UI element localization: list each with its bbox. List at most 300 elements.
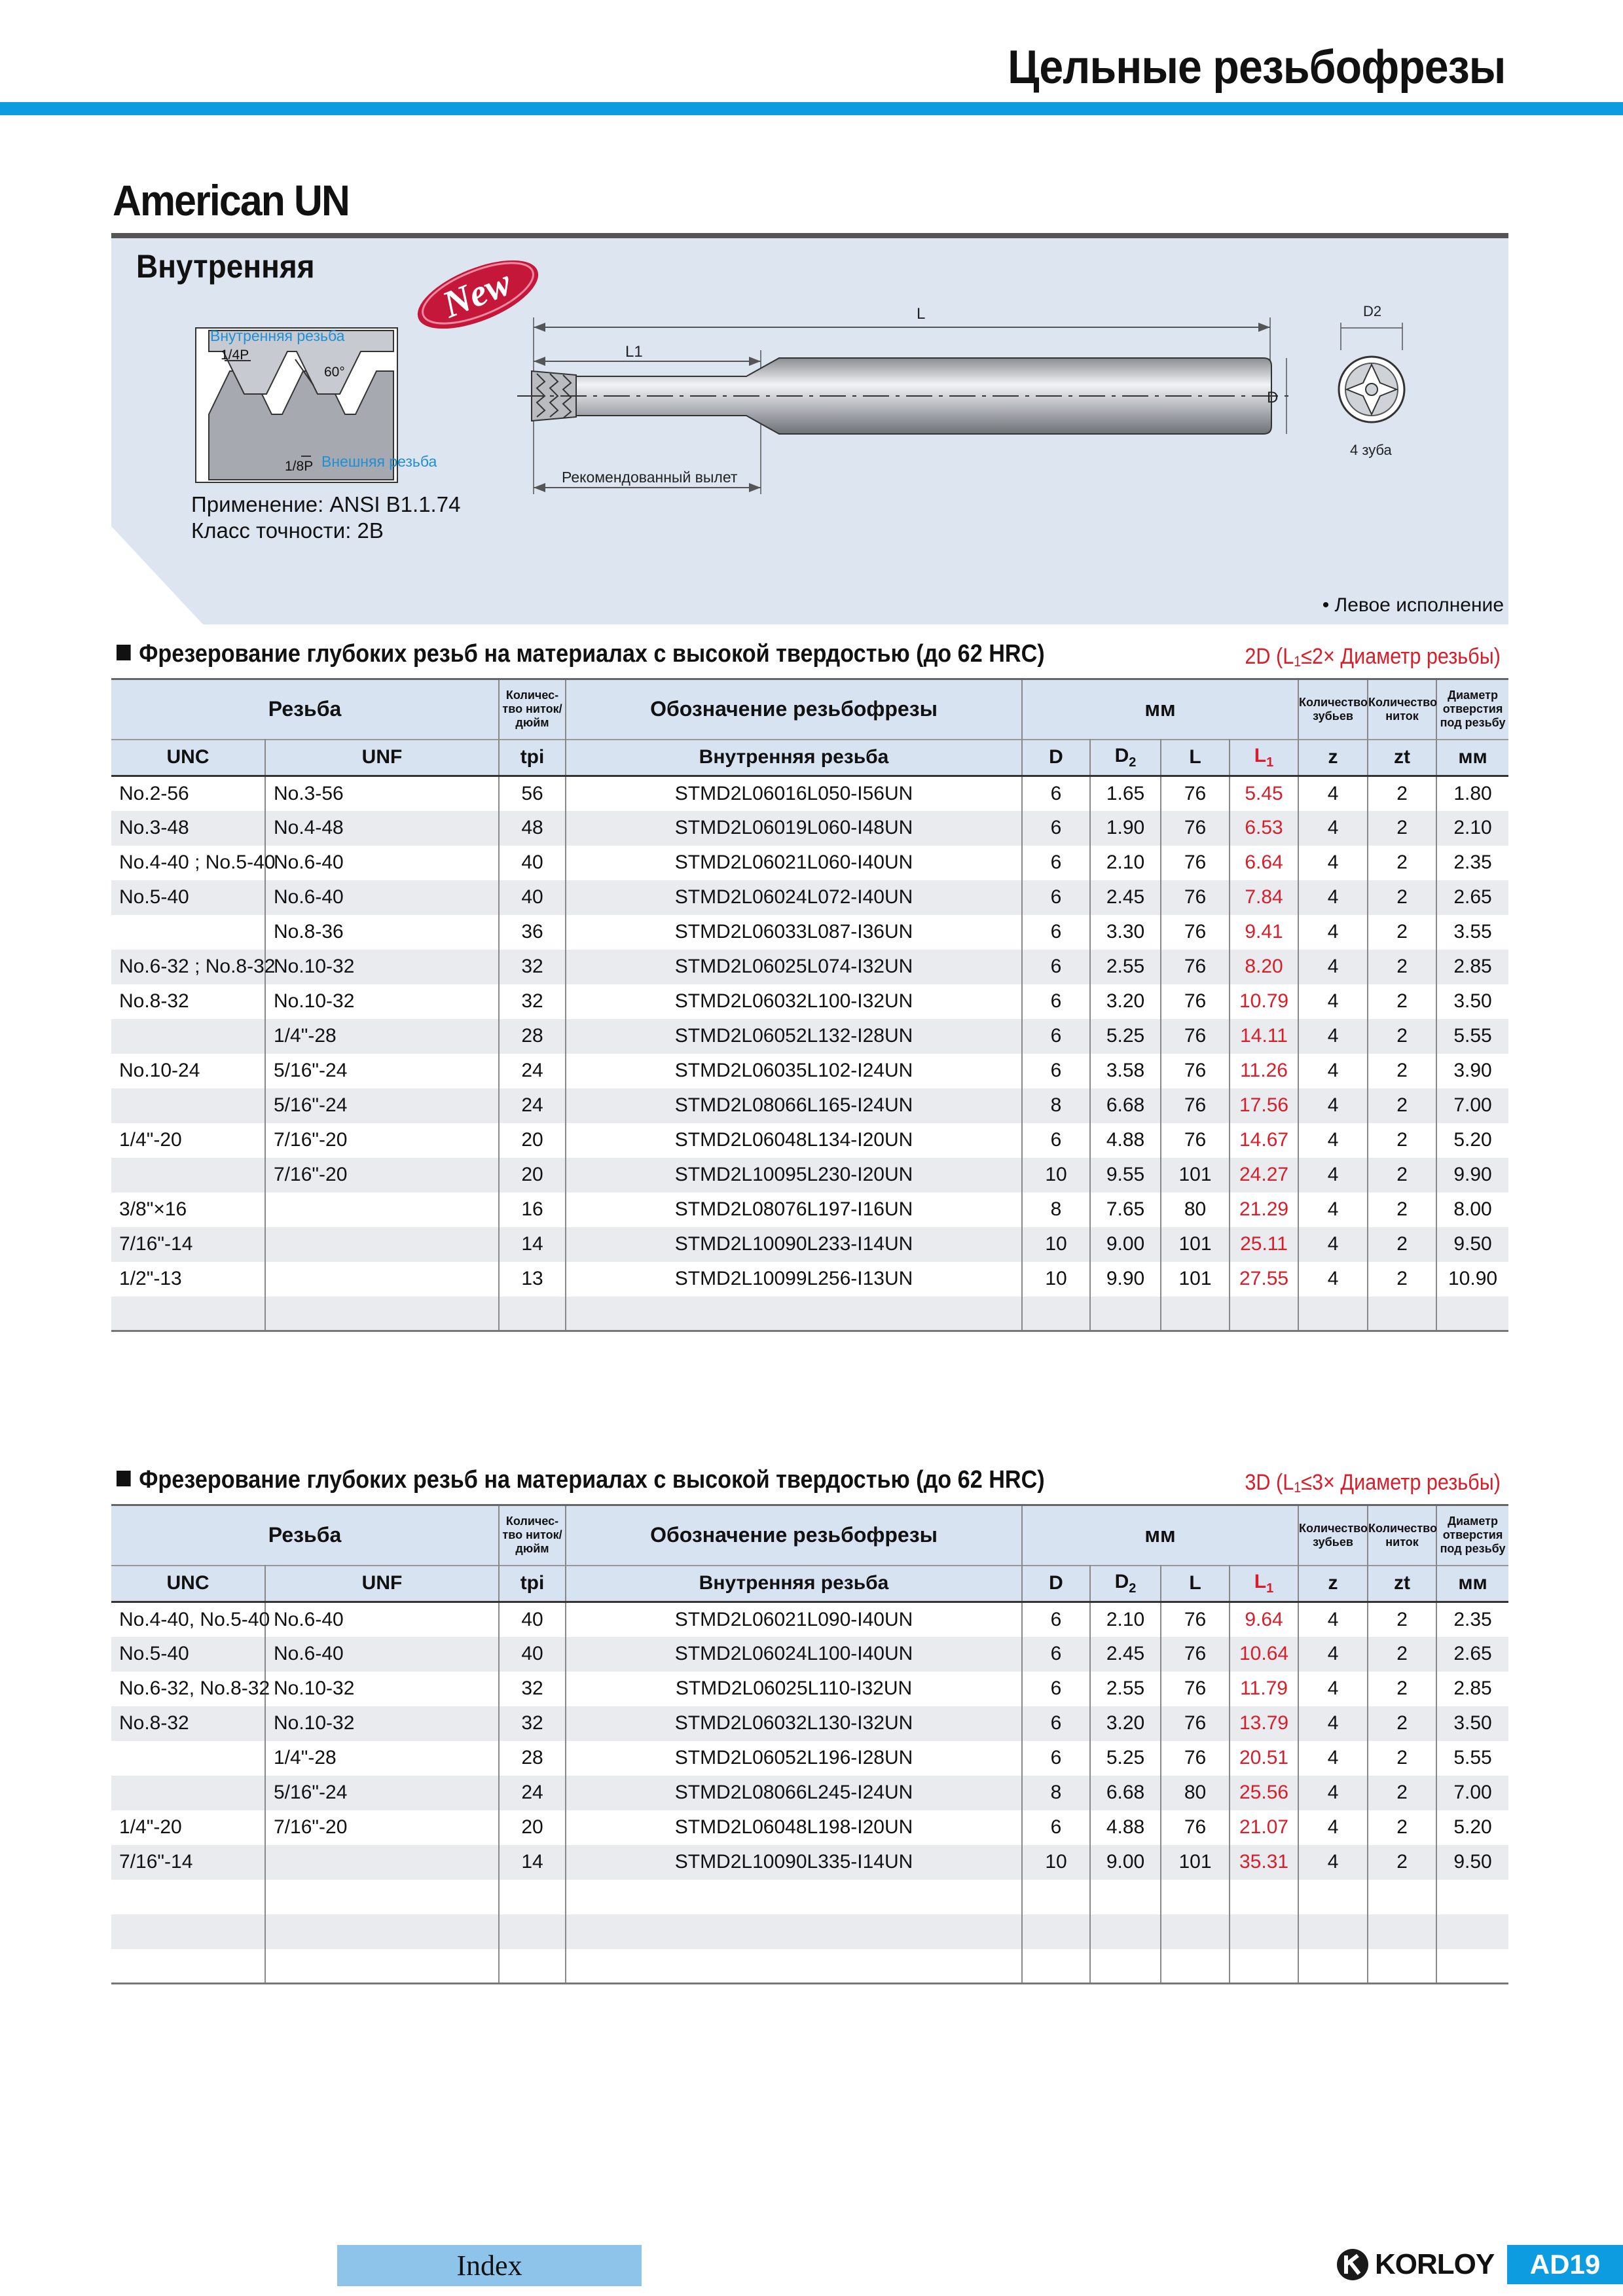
cell-tpi: 14 [499, 1227, 566, 1262]
thread-profile-diagram [193, 325, 437, 486]
cell-d2: 2.10 [1090, 846, 1161, 880]
cell-designation: STMD2L06025L074-I32UN [566, 950, 1022, 984]
cell-unf [265, 1227, 499, 1262]
cell-designation: STMD2L06035L102-I24UN [566, 1054, 1022, 1088]
cell-zt: 2 [1368, 1776, 1436, 1810]
cell-d2: 7.65 [1090, 1193, 1161, 1227]
cell-unc: No.3-48 [111, 811, 265, 846]
cell-unc: No.4-40 ; No.5-40 [111, 846, 265, 880]
cell-designation [566, 1297, 1022, 1331]
cell-zt [1368, 1949, 1436, 1984]
cell-hole-diameter: 10.90 [1436, 1262, 1508, 1297]
th-d2-sub: 2 [1129, 1581, 1137, 1596]
cell-z: 4 [1298, 776, 1368, 811]
cell-l1: 21.29 [1230, 1193, 1298, 1227]
new-badge-text: New [436, 260, 517, 327]
cell-zt: 2 [1368, 1637, 1436, 1672]
dim-d: D [1267, 389, 1279, 406]
cell-d2: 5.25 [1090, 1019, 1161, 1054]
cell-zt: 2 [1368, 1227, 1436, 1262]
cell-d2 [1090, 1914, 1161, 1949]
cell-designation: STMD2L06025L110-I32UN [566, 1672, 1022, 1706]
cell-hole-diameter: 3.55 [1436, 915, 1508, 950]
cell-zt: 2 [1368, 846, 1436, 880]
th-l1-text: L [1254, 1570, 1267, 1592]
cell-unc: 7/16"-14 [111, 1845, 265, 1880]
cell-hole-diameter [1436, 1297, 1508, 1331]
cell-d2: 2.55 [1090, 1672, 1161, 1706]
cell-unf: No.6-40 [265, 1637, 499, 1672]
cell-l: 76 [1161, 1602, 1230, 1637]
cell-unf: No.4-48 [265, 811, 499, 846]
cell-l1: 11.79 [1230, 1672, 1298, 1706]
cell-tpi: 24 [499, 1054, 566, 1088]
table-3d-body [111, 1602, 1508, 1984]
table-row [111, 811, 1508, 846]
cell-unf: 1/4"-28 [265, 1019, 499, 1054]
cell-d2: 4.88 [1090, 1810, 1161, 1845]
cell-tpi: 48 [499, 811, 566, 846]
table-row [111, 846, 1508, 880]
cell-designation: STMD2L06024L072-I40UN [566, 880, 1022, 915]
eighth-pitch-label: 1/8P [285, 459, 314, 474]
cell-d: 6 [1022, 1602, 1090, 1637]
cell-unc: 1/4"-20 [111, 1810, 265, 1845]
th-thread-count: Количество ниток [1368, 679, 1436, 740]
cell-tpi: 40 [499, 846, 566, 880]
cell-designation: STMD2L06021L060-I40UN [566, 846, 1022, 880]
th-l: L [1161, 1566, 1230, 1602]
cell-l1: 9.41 [1230, 915, 1298, 950]
cell-unc [111, 1880, 265, 1914]
spec-table-3d [111, 1504, 1508, 1984]
spec-table-2d [111, 678, 1508, 1332]
table-row [111, 915, 1508, 950]
th-l1 [1230, 1566, 1298, 1602]
cell-z: 4 [1298, 846, 1368, 880]
cell-tpi: 16 [499, 1193, 566, 1227]
cell-l: 76 [1161, 1741, 1230, 1776]
cell-unf [265, 1262, 499, 1297]
cell-z: 4 [1298, 950, 1368, 984]
th-thread: Резьба [111, 679, 499, 740]
table-3d-note-sub: 1 [1294, 1479, 1302, 1496]
page-number: AD19 [1507, 2245, 1623, 2284]
cell-l: 76 [1161, 915, 1230, 950]
th-l1 [1230, 740, 1298, 776]
cell-hole-diameter: 1.80 [1436, 776, 1508, 811]
cell-unf: No.10-32 [265, 1672, 499, 1706]
cell-unf: No.6-40 [265, 846, 499, 880]
cell-z: 4 [1298, 1776, 1368, 1810]
cell-zt: 2 [1368, 1845, 1436, 1880]
cell-d: 6 [1022, 776, 1090, 811]
cell-d: 6 [1022, 846, 1090, 880]
th-thread-count: Количество ниток [1368, 1505, 1436, 1566]
cell-l1 [1230, 1949, 1298, 1984]
table-row [111, 1845, 1508, 1880]
dim-l1: L1 [625, 343, 643, 361]
cell-d2: 3.58 [1090, 1054, 1161, 1088]
table-3d-heading [117, 1466, 1045, 1494]
cell-l: 76 [1161, 776, 1230, 811]
cell-l1: 6.64 [1230, 846, 1298, 880]
cell-l: 80 [1161, 1776, 1230, 1810]
table-row [111, 1949, 1508, 1984]
cell-l: 76 [1161, 1019, 1230, 1054]
th-hole-diameter: Диаметр отверстия под резьбу [1436, 1505, 1508, 1566]
cell-hole-diameter: 7.00 [1436, 1088, 1508, 1123]
th-internal: Внутренняя резьба [566, 1566, 1022, 1602]
cell-d: 8 [1022, 1088, 1090, 1123]
cell-hole-diameter: 9.50 [1436, 1845, 1508, 1880]
th-teeth-count: Количество зубьев [1298, 679, 1368, 740]
cell-z: 4 [1298, 880, 1368, 915]
korloy-logo-icon [1336, 2248, 1370, 2282]
cell-tpi: 28 [499, 1019, 566, 1054]
cell-zt: 2 [1368, 880, 1436, 915]
cell-hole-diameter: 2.65 [1436, 1637, 1508, 1672]
cell-l: 76 [1161, 1054, 1230, 1088]
cell-unf [265, 1297, 499, 1331]
cell-hole-diameter: 8.00 [1436, 1193, 1508, 1227]
table-row [111, 1880, 1508, 1914]
cell-z: 4 [1298, 1741, 1368, 1776]
cell-l1: 25.11 [1230, 1227, 1298, 1262]
table-3d-note [1245, 1470, 1501, 1496]
table-row [111, 1637, 1508, 1672]
table-row [111, 1706, 1508, 1741]
cell-l1: 14.67 [1230, 1123, 1298, 1158]
cell-hole-diameter [1436, 1914, 1508, 1949]
cell-d: 6 [1022, 1637, 1090, 1672]
table-row [111, 1297, 1508, 1331]
cell-z: 4 [1298, 1845, 1368, 1880]
cell-z: 4 [1298, 1602, 1368, 1637]
cell-z [1298, 1880, 1368, 1914]
cell-l: 76 [1161, 1810, 1230, 1845]
info-subtitle: Внутренняя [136, 248, 315, 285]
th-designation: Обозначение резьбофрезы [566, 1505, 1022, 1566]
header-bar [0, 102, 1623, 115]
cell-d: 6 [1022, 1741, 1090, 1776]
cell-d: 6 [1022, 1054, 1090, 1088]
cell-designation: STMD2L06052L132-I28UN [566, 1019, 1022, 1054]
cell-d: 10 [1022, 1227, 1090, 1262]
cell-d: 6 [1022, 1019, 1090, 1054]
table-row [111, 1088, 1508, 1123]
cell-z: 4 [1298, 1810, 1368, 1845]
cell-d2: 6.68 [1090, 1776, 1161, 1810]
cell-d2: 3.20 [1090, 1706, 1161, 1741]
cell-d2: 2.45 [1090, 880, 1161, 915]
cell-d: 6 [1022, 950, 1090, 984]
cell-z: 4 [1298, 1123, 1368, 1158]
accuracy-class: Класс точности: 2B [191, 518, 384, 543]
cell-zt: 2 [1368, 1262, 1436, 1297]
cell-unf: No.10-32 [265, 950, 499, 984]
cell-designation: STMD2L06024L100-I40UN [566, 1637, 1022, 1672]
th-tpi-count: Количес-тво ниток/ дюйм [499, 679, 566, 740]
th-zt: zt [1368, 740, 1436, 776]
th-zt: zt [1368, 1566, 1436, 1602]
th-thread: Резьба [111, 1505, 499, 1566]
cell-hole-diameter: 3.90 [1436, 1054, 1508, 1088]
cell-designation: STMD2L06019L060-I48UN [566, 811, 1022, 846]
cell-d2: 9.00 [1090, 1845, 1161, 1880]
th-z: z [1298, 740, 1368, 776]
cell-designation: STMD2L10099L256-I13UN [566, 1262, 1022, 1297]
cell-designation: STMD2L10090L335-I14UN [566, 1845, 1022, 1880]
internal-thread-label: Внутренняя резьба [210, 327, 345, 344]
table-row [111, 1019, 1508, 1054]
table-2d-note-sub: 1 [1294, 653, 1302, 670]
cell-unf: No.3-56 [265, 776, 499, 811]
cell-designation: STMD2L08076L197-I16UN [566, 1193, 1022, 1227]
cell-unf: 1/4"-28 [265, 1741, 499, 1776]
cell-l1: 24.27 [1230, 1158, 1298, 1193]
cell-l: 101 [1161, 1262, 1230, 1297]
cell-designation: STMD2L06032L130-I32UN [566, 1706, 1022, 1741]
table-row [111, 1158, 1508, 1193]
cell-hole-diameter: 3.50 [1436, 984, 1508, 1019]
cell-tpi: 56 [499, 776, 566, 811]
th-unc: UNC [111, 1566, 265, 1602]
cell-unc: 7/16"-14 [111, 1227, 265, 1262]
quarter-pitch-label: 1/4P [221, 348, 249, 363]
th-d2 [1090, 740, 1161, 776]
cell-l1: 6.53 [1230, 811, 1298, 846]
cell-l1 [1230, 1914, 1298, 1949]
cell-tpi [499, 1949, 566, 1984]
cell-unc [111, 1297, 265, 1331]
cell-hole-diameter: 7.00 [1436, 1776, 1508, 1810]
cell-unf: 5/16"-24 [265, 1054, 499, 1088]
cell-d: 10 [1022, 1845, 1090, 1880]
cell-zt [1368, 1880, 1436, 1914]
cell-z [1298, 1914, 1368, 1949]
cell-unf: No.6-40 [265, 1602, 499, 1637]
cell-unf: 7/16"-20 [265, 1810, 499, 1845]
th-l: L [1161, 740, 1230, 776]
cell-l1: 14.11 [1230, 1019, 1298, 1054]
cell-unf: No.8-36 [265, 915, 499, 950]
section-title: American UN [113, 176, 350, 224]
cell-unc: No.10-24 [111, 1054, 265, 1088]
cell-z: 4 [1298, 1054, 1368, 1088]
table-row [111, 776, 1508, 811]
th-l1-text: L [1254, 744, 1267, 766]
th-unf: UNF [265, 1566, 499, 1602]
square-bullet-icon [117, 645, 131, 660]
cell-unf: No.10-32 [265, 1706, 499, 1741]
cell-l [1161, 1914, 1230, 1949]
cell-tpi [499, 1297, 566, 1331]
cell-unc: No.4-40, No.5-40 [111, 1602, 265, 1637]
cell-designation: STMD2L06033L087-I36UN [566, 915, 1022, 950]
cell-designation: STMD2L06048L198-I20UN [566, 1810, 1022, 1845]
th-d: D [1022, 740, 1090, 776]
tool-drawing [517, 298, 1303, 507]
cell-designation: STMD2L06021L090-I40UN [566, 1602, 1022, 1637]
cell-zt: 2 [1368, 811, 1436, 846]
cell-l1: 7.84 [1230, 880, 1298, 915]
brand-logo [1336, 2245, 1494, 2284]
cell-zt: 2 [1368, 984, 1436, 1019]
cell-unc: No.8-32 [111, 1706, 265, 1741]
cell-d [1022, 1297, 1090, 1331]
cell-d [1022, 1880, 1090, 1914]
overhang-label: Рекомендованный вылет [562, 469, 738, 486]
cell-unf [265, 1193, 499, 1227]
th-l1-sub: 1 [1266, 755, 1274, 770]
cell-zt: 2 [1368, 915, 1436, 950]
cell-tpi: 36 [499, 915, 566, 950]
cell-z: 4 [1298, 1158, 1368, 1193]
cell-l1: 17.56 [1230, 1088, 1298, 1123]
cell-l: 101 [1161, 1158, 1230, 1193]
cell-l: 76 [1161, 984, 1230, 1019]
table-3d-note-prefix: 3D (L [1245, 1470, 1294, 1495]
dim-l: L [917, 305, 926, 323]
cell-l1: 25.56 [1230, 1776, 1298, 1810]
cell-hole-diameter: 5.55 [1436, 1741, 1508, 1776]
cell-l1: 27.55 [1230, 1262, 1298, 1297]
cell-l: 76 [1161, 1088, 1230, 1123]
cell-unc: 1/2"-13 [111, 1262, 265, 1297]
cell-z: 4 [1298, 1672, 1368, 1706]
cell-designation: STMD2L08066L165-I24UN [566, 1088, 1022, 1123]
table-2d-note [1245, 644, 1501, 670]
cell-l [1161, 1880, 1230, 1914]
th-mm: мм [1022, 1505, 1298, 1566]
th-hole-diameter: Диаметр отверстия под резьбу [1436, 679, 1508, 740]
cell-d2: 3.20 [1090, 984, 1161, 1019]
cell-l1: 8.20 [1230, 950, 1298, 984]
cell-tpi [499, 1880, 566, 1914]
cell-d2: 2.10 [1090, 1602, 1161, 1637]
cell-d [1022, 1914, 1090, 1949]
cell-tpi: 13 [499, 1262, 566, 1297]
table-2d-note-prefix: 2D (L [1245, 644, 1294, 669]
th-d2-text: D [1114, 1570, 1129, 1592]
cell-zt [1368, 1297, 1436, 1331]
cell-zt: 2 [1368, 1672, 1436, 1706]
cell-tpi: 40 [499, 1602, 566, 1637]
cell-tpi: 32 [499, 1706, 566, 1741]
th-mm2: мм [1436, 740, 1508, 776]
cell-d: 6 [1022, 1706, 1090, 1741]
cell-tpi: 20 [499, 1810, 566, 1845]
cell-unc: 1/4"-20 [111, 1123, 265, 1158]
cell-tpi: 32 [499, 950, 566, 984]
cell-tpi: 28 [499, 1741, 566, 1776]
cell-unf: No.10-32 [265, 984, 499, 1019]
cell-d2: 6.68 [1090, 1088, 1161, 1123]
cell-d2: 1.65 [1090, 776, 1161, 811]
table-row [111, 984, 1508, 1019]
cell-l: 76 [1161, 846, 1230, 880]
cell-d2: 9.00 [1090, 1227, 1161, 1262]
application-standard: Применение: ANSI B1.1.74 [191, 492, 461, 516]
cell-unc [111, 1741, 265, 1776]
cell-z: 4 [1298, 915, 1368, 950]
cell-hole-diameter: 2.85 [1436, 950, 1508, 984]
cell-unc: No.5-40 [111, 1637, 265, 1672]
teeth-label: 4 зуба [1350, 442, 1392, 458]
cell-hole-diameter: 5.20 [1436, 1123, 1508, 1158]
cell-designation: STMD2L06032L100-I32UN [566, 984, 1022, 1019]
cell-l [1161, 1297, 1230, 1331]
cell-l: 76 [1161, 1637, 1230, 1672]
cell-zt: 2 [1368, 1158, 1436, 1193]
cell-designation: STMD2L06052L196-I28UN [566, 1741, 1022, 1776]
index-link[interactable]: Index [337, 2245, 642, 2286]
table-row [111, 1672, 1508, 1706]
cell-d: 10 [1022, 1262, 1090, 1297]
cell-l1: 10.64 [1230, 1637, 1298, 1672]
cell-zt: 2 [1368, 1193, 1436, 1227]
left-hand-note: • Левое исполнение [1322, 594, 1504, 616]
cell-d: 8 [1022, 1193, 1090, 1227]
cell-d: 6 [1022, 811, 1090, 846]
cell-unf: 7/16"-20 [265, 1123, 499, 1158]
cell-l: 101 [1161, 1227, 1230, 1262]
th-teeth-count: Количество зубьев [1298, 1505, 1368, 1566]
cell-hole-diameter: 2.35 [1436, 1602, 1508, 1637]
cell-unc: No.5-40 [111, 880, 265, 915]
page-title: Цельные резьбофрезы [1007, 41, 1505, 94]
cell-zt: 2 [1368, 1602, 1436, 1637]
cell-designation: STMD2L06016L050-I56UN [566, 776, 1022, 811]
th-designation: Обозначение резьбофрезы [566, 679, 1022, 740]
cell-unc [111, 1158, 265, 1193]
table-row [111, 1123, 1508, 1158]
cell-unc [111, 1776, 265, 1810]
cell-l [1161, 1949, 1230, 1984]
cell-designation [566, 1949, 1022, 1984]
cell-unf [265, 1914, 499, 1949]
cell-zt: 2 [1368, 1706, 1436, 1741]
tool-end-view [1322, 304, 1421, 465]
dim-d2: D2 [1363, 303, 1382, 319]
cell-unc [111, 1949, 265, 1984]
table-row [111, 1914, 1508, 1949]
cell-d2: 1.90 [1090, 811, 1161, 846]
cell-d2: 9.55 [1090, 1158, 1161, 1193]
th-d2-text: D [1114, 744, 1129, 766]
cell-l: 101 [1161, 1845, 1230, 1880]
table-row [111, 950, 1508, 984]
cell-z: 4 [1298, 1193, 1368, 1227]
cell-d: 6 [1022, 984, 1090, 1019]
cell-hole-diameter: 9.90 [1436, 1158, 1508, 1193]
square-bullet-icon [117, 1471, 131, 1486]
table-row [111, 1776, 1508, 1810]
cell-l1: 35.31 [1230, 1845, 1298, 1880]
th-unc: UNC [111, 740, 265, 776]
cell-z: 4 [1298, 1088, 1368, 1123]
cell-l1: 20.51 [1230, 1741, 1298, 1776]
cell-z: 4 [1298, 811, 1368, 846]
cell-l: 80 [1161, 1193, 1230, 1227]
cell-l: 76 [1161, 1672, 1230, 1706]
cell-unf: 7/16"-20 [265, 1158, 499, 1193]
cell-tpi: 32 [499, 984, 566, 1019]
cell-z: 4 [1298, 1227, 1368, 1262]
cell-d: 6 [1022, 1672, 1090, 1706]
cell-tpi: 20 [499, 1123, 566, 1158]
